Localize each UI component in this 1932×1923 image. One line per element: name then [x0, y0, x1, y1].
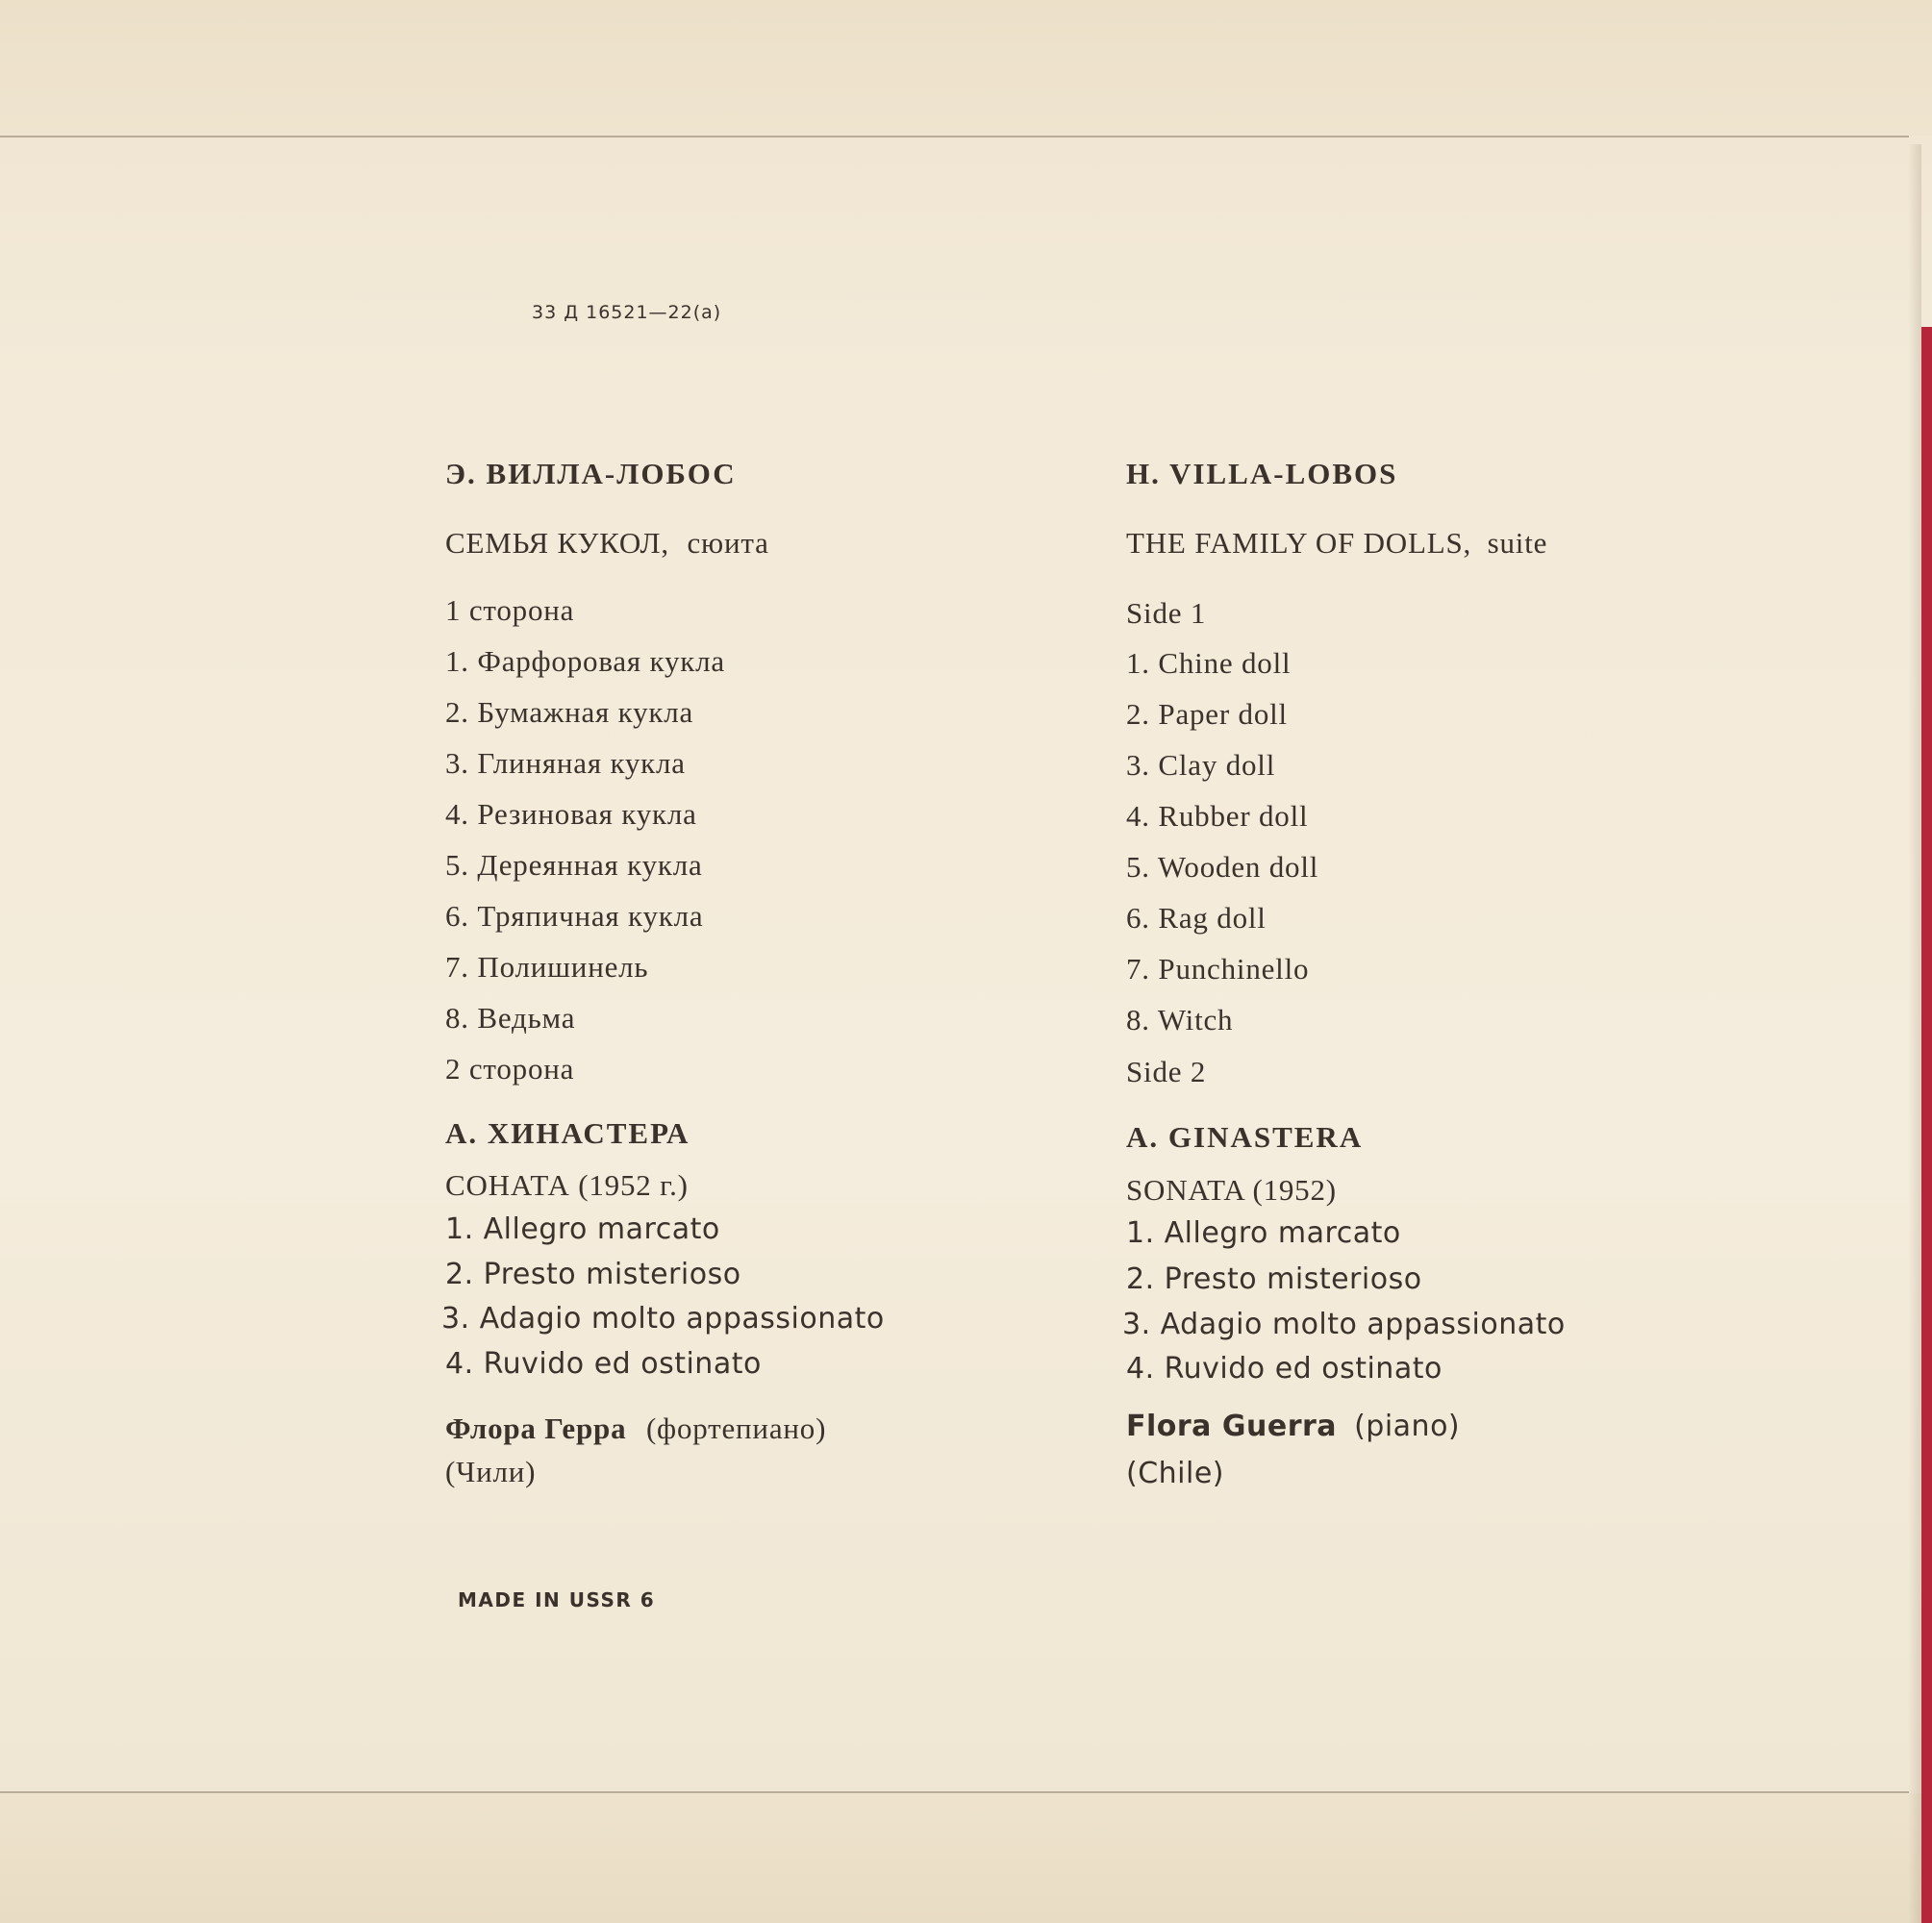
track-4-ru: 4. Резиновая кукла: [445, 797, 697, 831]
performer-en: [1126, 1412, 1460, 1441]
track-8-en: 8. Witch: [1126, 1003, 1234, 1036]
sonata-mvt-2-ru: 2. Presto misterioso: [445, 1258, 741, 1291]
performer-ru: [445, 1413, 826, 1443]
performer-instrument: (фортепиано): [645, 1411, 827, 1445]
made-in-label: MADE IN USSR 6: [458, 1588, 656, 1611]
track-8-ru: 8. Ведьма: [445, 1001, 576, 1035]
top-flap: [0, 0, 1932, 136]
work-title-main: THE FAMILY OF DOLLS,: [1126, 526, 1472, 560]
performer-country-ru: (Чили): [445, 1455, 537, 1488]
track-1-en: 1. Chine doll: [1126, 646, 1292, 680]
performer-name: Флора Герра: [445, 1411, 627, 1445]
bottom-flap: [0, 1793, 1932, 1923]
work-title-main: СЕМЬЯ КУКОЛ,: [445, 526, 669, 560]
sonata-title-ru: СОНАТА (1952 г.): [445, 1168, 689, 1202]
track-2-en: 2. Paper doll: [1126, 697, 1288, 731]
composer-ginastera-en: A. GINASTERA: [1126, 1120, 1364, 1154]
performer-instrument: (piano): [1354, 1410, 1461, 1443]
side-1-label-en: Side 1: [1126, 596, 1207, 630]
performer-country-en: (Chile): [1126, 1457, 1224, 1490]
performer-name: Flora Guerra: [1126, 1410, 1338, 1443]
track-6-en: 6. Rag doll: [1126, 901, 1267, 935]
sonata-mvt-1-ru: 1. Allegro marcato: [445, 1212, 720, 1246]
track-3-en: 3. Clay doll: [1126, 748, 1276, 782]
track-6-ru: 6. Тряпичная кукла: [445, 899, 704, 933]
sonata-mvt-4-en: 4. Ruvido ed ostinato: [1126, 1352, 1443, 1386]
red-sleeve-edge: [1921, 327, 1932, 1923]
right-edge-shadow: [1908, 144, 1921, 1923]
track-5-en: 5. Wooden doll: [1126, 850, 1319, 884]
sonata-mvt-4-ru: 4. Ruvido ed ostinato: [445, 1347, 762, 1381]
track-7-ru: 7. Полишинель: [445, 950, 649, 984]
track-1-ru: 1. Фарфоровая кукла: [445, 644, 725, 678]
work-title-subtitle: suite: [1487, 526, 1548, 560]
track-2-ru: 2. Бумажная кукла: [445, 695, 694, 729]
track-3-ru: 3. Глиняная кукла: [445, 746, 686, 780]
composer-villa-lobos-en: H. VILLA-LOBOS: [1126, 457, 1398, 490]
track-7-en: 7. Punchinello: [1126, 952, 1310, 986]
composer-villa-lobos-ru: Э. ВИЛЛА-ЛОБОС: [445, 457, 737, 490]
bottom-fold-line: [0, 1791, 1909, 1793]
work-title-ru: [445, 528, 769, 558]
track-4-en: 4. Rubber doll: [1126, 799, 1309, 833]
catalog-number: 33 Д 16521—22(а): [532, 302, 722, 323]
side-1-label-ru: 1 сторона: [445, 593, 575, 627]
track-5-ru: 5. Дереянная кукла: [445, 848, 703, 882]
sonata-title-en: SONATA (1952): [1126, 1173, 1337, 1207]
top-fold-line: [0, 136, 1909, 137]
sonata-mvt-3-ru: 3. Adagio molto appassionato: [441, 1302, 885, 1336]
composer-ginastera-ru: А. ХИНАСТЕРА: [445, 1116, 690, 1150]
sonata-mvt-3-en: 3. Adagio molto appassionato: [1122, 1308, 1566, 1341]
sonata-mvt-1-en: 1. Allegro marcato: [1126, 1216, 1401, 1250]
work-title-en: [1126, 528, 1547, 558]
work-title-subtitle: сюита: [687, 526, 769, 560]
side-2-label-en: Side 2: [1126, 1055, 1207, 1088]
side-2-label-ru: 2 сторона: [445, 1052, 575, 1086]
sonata-mvt-2-en: 2. Presto misterioso: [1126, 1262, 1422, 1296]
